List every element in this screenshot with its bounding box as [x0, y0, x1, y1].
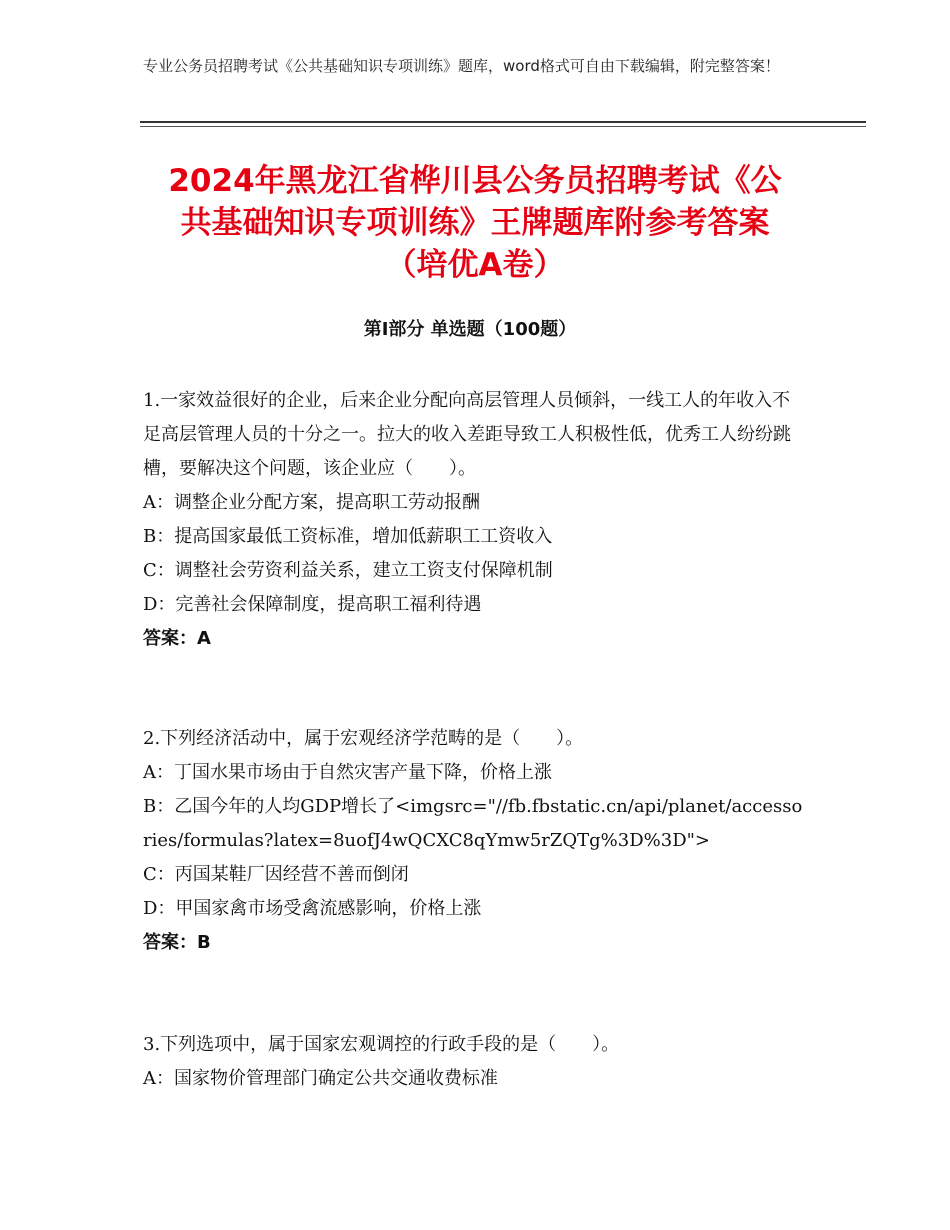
- question-1-option-d: D：完善社会保障制度，提高职工福利待遇: [143, 594, 482, 615]
- question-3-stem: 3.下列选项中，属于国家宏观调控的行政手段的是（ ）。: [143, 1034, 620, 1055]
- title-line-1: 2024年黑龙江省桦川县公务员招聘考试《公: [168, 163, 782, 199]
- question-1-answer: 答案：A: [143, 628, 211, 649]
- title-line-2: 共基础知识专项训练》王牌题库附参考答案: [180, 205, 770, 241]
- title-line-3: （培优A卷）: [385, 247, 565, 283]
- question-2-option-d: D：甲国家禽市场受禽流感影响，价格上涨: [143, 898, 482, 919]
- question-2: [143, 722, 803, 960]
- question-2-stem: 2.下列经济活动中，属于宏观经济学范畴的是（ ）。: [143, 728, 584, 749]
- question-1-option-b: B：提高国家最低工资标准，增加低薪职工工资收入: [143, 526, 553, 547]
- question-3: [143, 1028, 803, 1096]
- question-2-answer: 答案：B: [143, 932, 211, 953]
- question-1: [143, 384, 803, 656]
- question-1-option-c: C：调整社会劳资利益关系，建立工资支付保障机制: [143, 560, 553, 581]
- section-heading: 第Ⅰ部分 单选题（100题）: [363, 319, 577, 340]
- question-3-option-a: A：国家物价管理部门确定公共交通收费标准: [143, 1068, 498, 1089]
- question-2-option-b: B：乙国今年的人均GDP增长了<imgsrc="//fb.fbstatic.cn/api/planet/accessories/formulas?latex=8uofJ4wQCXC8qYmw5rZQTg%3D%3D">: [143, 796, 803, 851]
- document-header-note: 专业公务员招聘考试《公共基础知识专项训练》题库，word格式可自由下载编辑，附完整答案！: [143, 57, 780, 75]
- document-title: [130, 160, 820, 286]
- question-1-stem: 1.一家效益很好的企业，后来企业分配向高层管理人员倾斜，一线工人的年收入不足高层管理人员的十分之一。拉大的收入差距导致工人积极性低，优秀工人纷纷跳槽，要解决这个问题，该企业应（ ）。: [143, 390, 791, 479]
- question-2-option-a: A：丁国水果市场由于自然灾害产量下降，价格上涨: [143, 762, 552, 783]
- header-rule-thin: [140, 126, 866, 127]
- question-1-option-a: A：调整企业分配方案，提高职工劳动报酬: [143, 492, 480, 513]
- question-2-option-c: C：丙国某鞋厂因经营不善而倒闭: [143, 864, 409, 885]
- header-rule-thick: [140, 121, 866, 123]
